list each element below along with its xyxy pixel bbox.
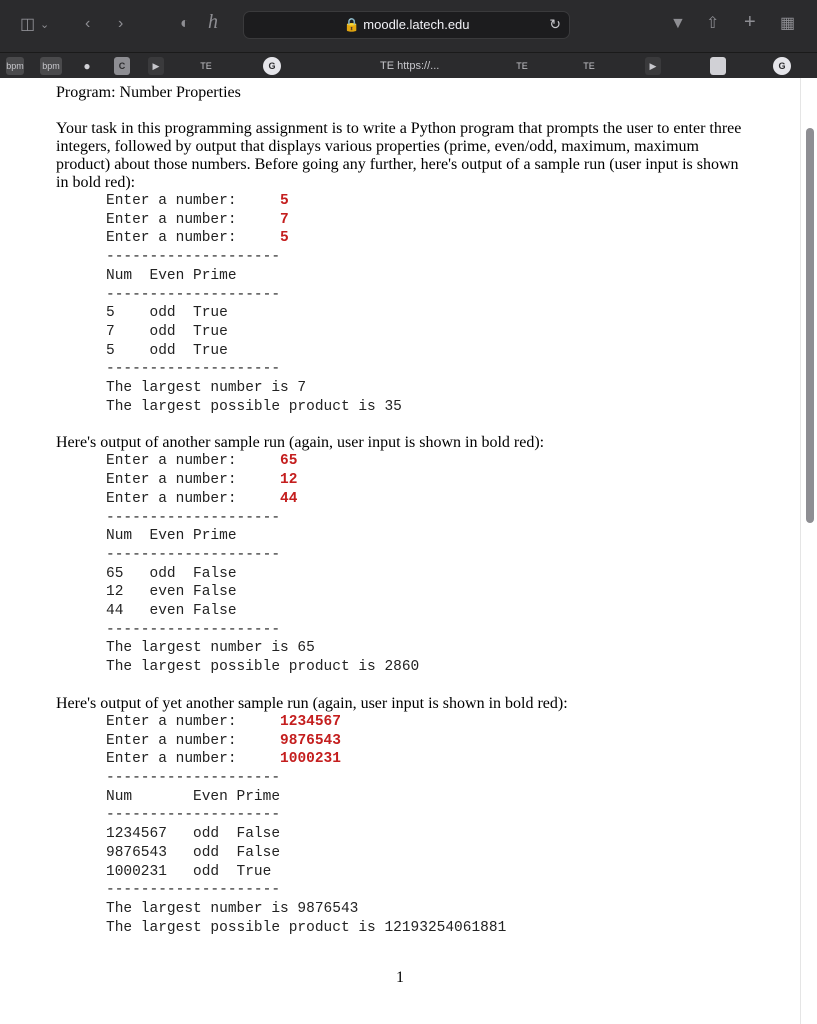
intro-paragraph-3: Here's output of yet another sample run (again, user input is shown in bold red):: [56, 694, 568, 712]
user-input: 7: [280, 211, 289, 228]
tab-overview-icon[interactable]: ▦: [780, 15, 796, 32]
favorite-item[interactable]: G: [773, 57, 791, 75]
extension-icon[interactable]: h: [208, 11, 218, 33]
shield-icon[interactable]: ◐: [180, 15, 190, 32]
sample-run-3: Enter a number: 1234567 Enter a number: 9876543 Enter a number: 1000231 -------------------- Num Even Prime -------------------- 1234567 odd False 9876543 odd False 1000231 odd True -------------------- The largest number is 9876543 The largest possible product is 12193254061881: [106, 713, 507, 936]
user-input: 9876543: [280, 732, 341, 749]
scrollbar-thumb[interactable]: [806, 128, 814, 523]
windows-icon[interactable]: [710, 57, 726, 75]
page-title: Program: Number Properties: [56, 84, 241, 101]
sidebar-toggle-icon[interactable]: ◫: [20, 16, 36, 33]
favorite-item[interactable]: [330, 57, 346, 75]
user-input: 65: [280, 453, 298, 470]
favorite-item[interactable]: G: [263, 57, 281, 75]
user-input: 5: [280, 193, 289, 209]
reload-icon[interactable]: ↻: [549, 16, 561, 32]
lock-icon: 🔒: [343, 17, 360, 32]
favorite-item[interactable]: bpm: [40, 57, 62, 75]
intro-paragraph: Your task in this programming assignment is to write a Python program that prompts the user to enter three integers, followed by output that displays various properties (prime, even/odd, maximum, maximum product) about those numbers. Before going any further, here's output of a sample run (user input is shown in bold red):: [56, 120, 742, 191]
sample-run-1: Enter a number: 5 Enter a number: 7 Enter a number: 5 -------------------- Num Even Prime -------------------- 5 odd True 7 odd True 5 odd True -------------------- The largest number is 7 The largest possible product is 35: [106, 193, 402, 415]
favorite-item[interactable]: TE: [516, 61, 528, 71]
favorite-item[interactable]: TE: [583, 61, 595, 71]
user-input: 12: [280, 472, 298, 489]
intro-paragraph-2: Here's output of another sample run (again, user input is shown in bold red):: [56, 434, 545, 452]
user-input: 5: [280, 230, 289, 247]
favorite-item[interactable]: ▶: [148, 57, 164, 75]
scrollbar[interactable]: [800, 78, 817, 1024]
favorite-item[interactable]: ▶: [645, 57, 661, 75]
url-text: moodle.latech.edu: [363, 17, 470, 32]
page-number: 1: [396, 969, 404, 986]
favorite-item[interactable]: C: [114, 57, 130, 75]
share-icon[interactable]: ⇧: [706, 15, 720, 32]
user-input: 1234567: [280, 713, 341, 730]
chevron-down-icon[interactable]: ⌄: [40, 19, 50, 31]
new-tab-icon[interactable]: +: [744, 11, 756, 33]
favorite-item[interactable]: TE: [200, 61, 212, 71]
favorite-item-url[interactable]: TE https://...: [380, 60, 440, 72]
apple-icon[interactable]: ●: [83, 59, 91, 73]
browser-toolbar: [0, 0, 817, 52]
favorite-item[interactable]: bpm: [6, 57, 24, 75]
page-content: [0, 78, 800, 1024]
forward-icon[interactable]: ›: [118, 15, 124, 32]
favorites-bar: [0, 52, 817, 79]
download-icon[interactable]: ▼: [670, 15, 686, 32]
user-input: 1000231: [280, 751, 341, 768]
favorite-url-label: https://...: [397, 60, 440, 72]
sample-run-2: Enter a number: 65 Enter a number: 12 Enter a number: 44 -------------------- Num Even Prime -------------------- 65 odd False 12 even False 44 even False -------------------- The largest number is 65 The largest possible product is 2860: [106, 453, 420, 676]
back-icon[interactable]: ‹: [85, 15, 91, 32]
document: [56, 84, 746, 937]
address-bar[interactable]: [243, 11, 570, 39]
user-input: 44: [280, 490, 298, 507]
